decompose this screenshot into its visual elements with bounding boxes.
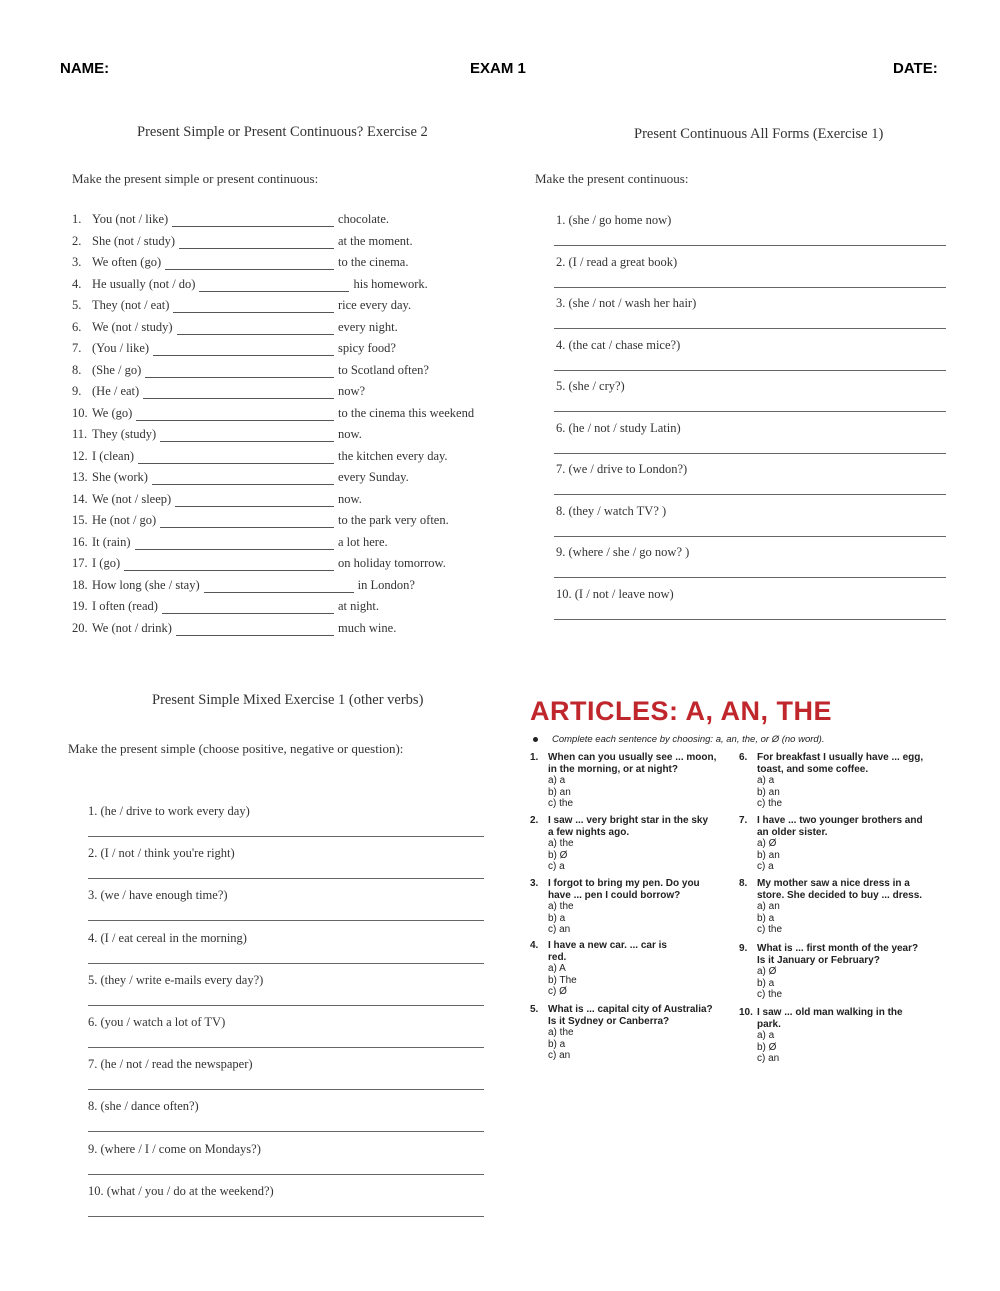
ex1-item	[72, 212, 389, 227]
ex1-item	[72, 255, 408, 270]
ex2-item: 7. (we / drive to London?)	[556, 462, 688, 476]
item-tail: in London?	[357, 577, 415, 592]
item-tail: every night.	[338, 319, 398, 334]
item-prompt: You (not / like)	[92, 212, 169, 226]
answer-option[interactable]: b) a	[757, 912, 775, 924]
item-number: 18.	[72, 577, 88, 592]
question-text: red.	[548, 951, 567, 963]
question-number: 4.	[530, 940, 539, 951]
answer-option[interactable]: a) a	[757, 775, 775, 786]
answer-line[interactable]	[554, 577, 946, 578]
ex3-item: 6. (you / watch a lot of TV)	[88, 1015, 226, 1029]
ex1-item	[72, 449, 448, 464]
item-tail: to the cinema.	[338, 255, 409, 269]
article-question	[530, 940, 735, 998]
answer-line[interactable]	[554, 370, 946, 371]
item-number: 3.	[72, 255, 82, 269]
article-question	[739, 943, 954, 1001]
answer-blank[interactable]	[172, 214, 334, 227]
answer-blank[interactable]	[145, 365, 334, 378]
question-text: have ... pen I could borrow?	[548, 889, 681, 901]
ex3-item: 9. (where / I / come on Mondays?)	[88, 1141, 261, 1156]
item-prompt: We (not / drink)	[92, 620, 172, 635]
answer-line[interactable]	[88, 920, 484, 921]
ex2-item: 6. (he / not / study Latin)	[556, 420, 681, 435]
answer-option[interactable]: b) an	[548, 786, 571, 798]
item-number: 5.	[72, 298, 82, 312]
item-tail: at the moment.	[338, 233, 413, 248]
ex1-item	[72, 341, 396, 356]
answer-blank[interactable]	[176, 623, 334, 636]
answer-blank[interactable]	[135, 537, 334, 550]
item-tail: chocolate.	[338, 212, 390, 226]
item-prompt: (You / like)	[92, 341, 150, 355]
ex3-item: 10. (what / you / do at the weekend?)	[88, 1183, 274, 1198]
question-text: What is ... capital city of Australia?	[548, 1004, 713, 1015]
item-number: 20.	[72, 620, 88, 635]
question-number: 3.	[530, 878, 539, 889]
ex2-title: Present Continuous All Forms (Exercise 1)	[634, 126, 884, 142]
answer-option[interactable]: a) a	[757, 1030, 775, 1041]
answer-option[interactable]: a) an	[757, 901, 780, 912]
ex2-item: 9. (where / she / go now? )	[556, 545, 690, 559]
item-prompt: We (not / study)	[92, 319, 173, 334]
ex3-item: 2. (I / not / think you're right)	[88, 846, 235, 861]
answer-line[interactable]	[554, 619, 946, 620]
question-text: in the morning, or at night?	[548, 763, 678, 775]
item-prompt: I (clean)	[92, 448, 134, 463]
answer-line[interactable]	[88, 878, 484, 879]
question-number: 2.	[530, 815, 539, 826]
answer-line[interactable]	[88, 1131, 484, 1132]
question-text: Is it Sydney or Canberra?	[548, 1015, 670, 1027]
answer-blank[interactable]	[175, 494, 334, 507]
answer-option[interactable]: a) A	[548, 963, 566, 974]
articles-instruction	[533, 734, 825, 745]
answer-blank[interactable]	[179, 236, 334, 249]
ex3-instruction: Make the present simple (choose positive, negative or question):	[68, 741, 404, 756]
item-tail: at night.	[338, 599, 379, 613]
question-number: 10.	[739, 1007, 753, 1018]
ex1-item	[72, 363, 429, 378]
article-question	[739, 752, 954, 810]
item-tail: rice every day.	[338, 298, 412, 312]
ex1-item	[72, 406, 474, 421]
item-prompt: How long (she / stay)	[92, 577, 200, 592]
item-number: 9.	[72, 384, 82, 398]
answer-blank[interactable]	[124, 558, 334, 571]
question-text: toast, and some coffee.	[757, 763, 869, 775]
answer-option[interactable]: b) an	[757, 786, 780, 798]
article-question	[739, 878, 954, 936]
ex1-item	[72, 556, 446, 571]
answer-option[interactable]: a) the	[548, 838, 574, 849]
question-number: 7.	[739, 815, 748, 826]
exam-title: EXAM 1	[470, 60, 526, 77]
answer-blank[interactable]	[143, 386, 334, 399]
answer-blank[interactable]	[152, 472, 334, 485]
ex1-item	[72, 599, 379, 614]
ex1-title: Present Simple or Present Continuous? Exercise 2	[137, 124, 428, 140]
item-tail: to the cinema this weekend	[338, 405, 475, 420]
ex2-item: 5. (she / cry?)	[556, 379, 625, 393]
item-number: 10.	[72, 405, 88, 420]
item-number: 12.	[72, 448, 88, 463]
ex3-item: 1. (he / drive to work every day)	[88, 804, 250, 818]
article-question	[739, 1007, 954, 1065]
item-prompt: I often (read)	[92, 599, 158, 613]
item-tail: every Sunday.	[338, 470, 409, 484]
answer-line[interactable]	[88, 1005, 484, 1006]
ex1-item	[72, 384, 365, 399]
answer-option[interactable]: b) The	[548, 974, 577, 986]
ex2-item: 4. (the cat / chase mice?)	[556, 337, 681, 352]
ex2-item: 3. (she / not / wash her hair)	[556, 296, 697, 310]
answer-line[interactable]	[88, 1047, 484, 1048]
article-question	[739, 815, 954, 873]
item-number: 19.	[72, 599, 88, 613]
item-tail: on holiday tomorrow.	[338, 556, 446, 570]
answer-line[interactable]	[88, 1089, 484, 1090]
ex1-item	[72, 492, 362, 507]
date-label: DATE:	[893, 60, 938, 77]
articles-title: ARTICLES: A, AN, THE	[530, 696, 832, 726]
item-number: 4.	[72, 276, 82, 291]
answer-line[interactable]	[88, 963, 484, 964]
answer-option[interactable]: a) Ø	[757, 966, 777, 977]
item-prompt: We (not / sleep)	[92, 491, 172, 506]
question-text: park.	[757, 1018, 781, 1030]
ex1-item	[72, 277, 428, 292]
question-number: 8.	[739, 878, 748, 889]
ex3-item: 8. (she / dance often?)	[88, 1099, 199, 1114]
answer-line[interactable]	[554, 536, 946, 537]
item-prompt: (She / go)	[92, 362, 142, 377]
item-tail: now?	[338, 384, 366, 398]
answer-option[interactable]: c) Ø	[548, 986, 567, 997]
answer-blank[interactable]	[162, 601, 334, 614]
answer-blank[interactable]	[138, 451, 334, 464]
ex1-item	[72, 234, 413, 249]
item-tail: the kitchen every day.	[338, 448, 448, 463]
answer-line[interactable]	[554, 453, 946, 454]
answer-option[interactable]: a) the	[548, 901, 574, 912]
answer-option[interactable]: b) a	[757, 977, 775, 989]
item-prompt: They (not / eat)	[92, 298, 170, 312]
article-question	[530, 878, 735, 936]
article-question	[530, 815, 735, 873]
ex1-item	[72, 578, 415, 593]
item-number: 7.	[72, 341, 82, 355]
item-prompt: We often (go)	[92, 255, 162, 269]
answer-option[interactable]: c) the	[548, 798, 574, 809]
answer-blank[interactable]	[204, 580, 354, 593]
question-text: an older sister.	[757, 826, 828, 838]
ex3-item: 4. (I / eat cereal in the morning)	[88, 930, 247, 945]
article-question	[530, 752, 735, 810]
articles-instruction-text: Complete each sentence by choosing: a, an, the, or Ø (no word).	[552, 734, 825, 745]
item-tail: much wine.	[338, 620, 397, 635]
item-number: 8.	[72, 362, 82, 377]
answer-option[interactable]: c) an	[757, 1053, 780, 1064]
ex1-item	[72, 470, 409, 485]
ex3-item: 5. (they / write e-mails every day?)	[88, 972, 264, 987]
ex2-item: 1. (she / go home now)	[556, 213, 672, 227]
answer-blank[interactable]	[153, 343, 334, 356]
answer-line[interactable]	[88, 836, 484, 837]
ex2-item: 8. (they / watch TV? )	[556, 503, 667, 518]
item-tail: now.	[338, 491, 362, 506]
question-text: I saw ... old man walking in the	[757, 1007, 903, 1018]
article-question	[530, 1004, 735, 1062]
question-text: I saw ... very bright star in the sky	[548, 815, 709, 826]
ex2-item: 10. (I / not / leave now)	[556, 586, 674, 601]
answer-blank[interactable]	[160, 429, 334, 442]
question-text: store. She decided to buy ... dress.	[757, 889, 923, 901]
answer-option[interactable]: c) the	[757, 798, 783, 809]
answer-option[interactable]: b) a	[548, 912, 566, 924]
question-text: What is ... first month of the year?	[757, 943, 919, 954]
item-prompt: He (not / go)	[92, 513, 157, 527]
item-prompt: He usually (not / do)	[92, 276, 196, 291]
answer-option[interactable]: c) the	[757, 924, 783, 935]
question-number: 5.	[530, 1004, 539, 1015]
answer-option[interactable]: b) a	[548, 1038, 566, 1050]
ex3-title: Present Simple Mixed Exercise 1 (other verbs)	[152, 692, 424, 708]
ex1-item	[72, 427, 362, 442]
question-number: 1.	[530, 752, 539, 763]
answer-blank[interactable]	[160, 515, 334, 528]
answer-option[interactable]: a) a	[548, 775, 566, 786]
question-text: For breakfast I usually have ... egg,	[757, 752, 924, 763]
ex2-instruction: Make the present continuous:	[535, 171, 689, 186]
question-number: 6.	[739, 752, 748, 763]
answer-option[interactable]: c) a	[548, 861, 565, 872]
ex2-item: 2. (I / read a great book)	[556, 254, 678, 269]
item-number: 13.	[72, 470, 88, 484]
answer-option[interactable]: c) a	[757, 861, 774, 872]
item-number: 14.	[72, 491, 88, 506]
answer-option[interactable]: b) Ø	[548, 849, 568, 861]
question-text: Is it January or February?	[757, 954, 880, 966]
item-prompt: I (go)	[92, 556, 121, 570]
answer-line[interactable]	[554, 287, 946, 288]
ex3-item: 7. (he / not / read the newspaper)	[88, 1057, 253, 1072]
answer-option[interactable]: c) the	[757, 989, 783, 1000]
question-text: My mother saw a nice dress in a	[757, 878, 910, 889]
item-prompt: She (not / study)	[92, 233, 175, 248]
answer-line[interactable]	[554, 411, 946, 412]
item-number: 15.	[72, 513, 88, 527]
item-prompt: We (go)	[92, 405, 133, 420]
bullet-icon	[533, 737, 538, 742]
item-prompt: (He / eat)	[92, 384, 140, 398]
answer-option[interactable]: c) an	[548, 1050, 571, 1061]
answer-line[interactable]	[554, 494, 946, 495]
item-prompt: She (work)	[92, 470, 148, 484]
ex3-item: 3. (we / have enough time?)	[88, 888, 228, 903]
question-text: I have ... two younger brothers and	[757, 815, 923, 826]
question-text: I forgot to bring my pen. Do you	[548, 878, 700, 889]
item-tail: to the park very often.	[338, 513, 449, 527]
answer-option[interactable]: c) an	[548, 924, 571, 935]
item-number: 11.	[72, 427, 88, 441]
ex1-item	[72, 320, 398, 335]
answer-blank[interactable]	[177, 322, 334, 335]
answer-option[interactable]: b) Ø	[757, 1041, 777, 1053]
item-number: 16.	[72, 534, 88, 549]
ex1-item	[72, 298, 411, 313]
answer-blank[interactable]	[165, 257, 334, 270]
item-number: 6.	[72, 319, 82, 334]
item-tail: a lot here.	[338, 534, 388, 549]
item-tail: now.	[338, 427, 362, 441]
answer-line[interactable]	[88, 1174, 484, 1175]
item-number: 2.	[72, 233, 82, 248]
item-prompt: It (rain)	[92, 534, 131, 549]
item-tail: his homework.	[353, 276, 428, 291]
answer-line[interactable]	[554, 328, 946, 329]
answer-blank[interactable]	[173, 300, 334, 313]
ex1-item	[72, 621, 396, 636]
answer-option[interactable]: a) the	[548, 1027, 574, 1038]
question-text: I have a new car. ... car is	[548, 940, 667, 951]
answer-option[interactable]: b) an	[757, 849, 780, 861]
answer-line[interactable]	[554, 245, 946, 246]
item-prompt: They (study)	[92, 427, 157, 441]
question-text: When can you usually see ... moon,	[548, 752, 717, 763]
ex1-instruction: Make the present simple or present continuous:	[72, 171, 319, 186]
ex1-item	[72, 535, 388, 550]
item-number: 17.	[72, 556, 88, 570]
item-tail: spicy food?	[338, 341, 396, 355]
item-tail: to Scotland often?	[338, 362, 429, 377]
question-text: a few nights ago.	[548, 826, 630, 838]
question-number: 9.	[739, 943, 748, 954]
ex1-item	[72, 513, 449, 528]
name-label: NAME:	[60, 60, 110, 77]
answer-blank[interactable]	[199, 279, 349, 292]
answer-blank[interactable]	[136, 408, 334, 421]
item-number: 1.	[72, 212, 82, 226]
answer-option[interactable]: a) Ø	[757, 838, 777, 849]
answer-line[interactable]	[88, 1216, 484, 1217]
